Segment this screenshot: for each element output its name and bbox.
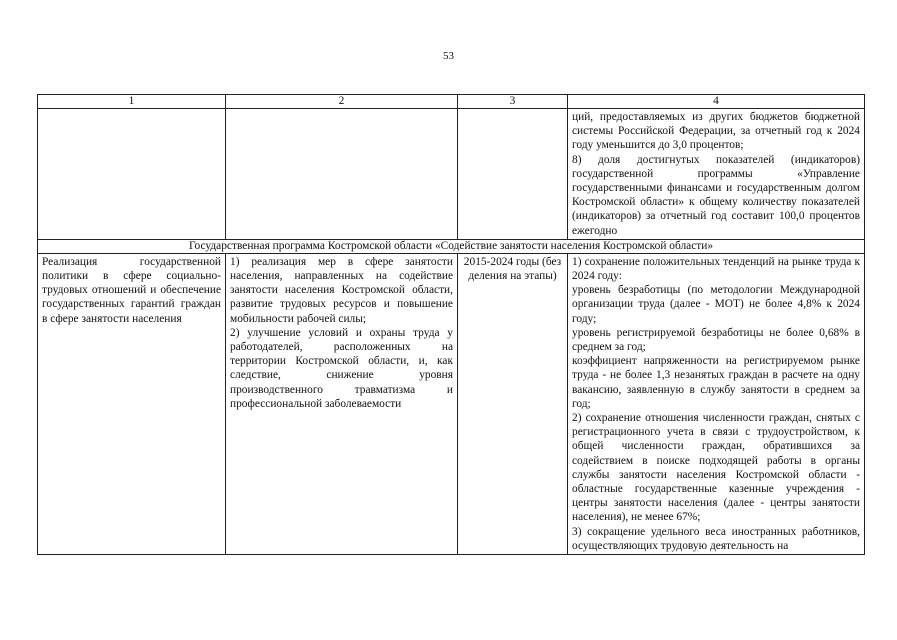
- header-col-3: 3: [458, 95, 568, 109]
- header-col-1: 1: [38, 95, 226, 109]
- task-item: 2) улучшение условий и охраны труда у работодателей, расположенных на территории Костромской области, и, как следствие, снижение уровня производственного травматизма и профессиональной заболеваемости: [230, 326, 453, 410]
- cont-col-2: [226, 109, 458, 240]
- cont-col-1: [38, 109, 226, 240]
- cont-paragraph: ций, предоставляемых из других бюджетов бюджетной системы Российской Федерации, за отчетный год к 2024 году уменьшится до 3,0 процентов;: [572, 111, 860, 152]
- result-item: 1) сохранение положительных тенденций на рынке труда к 2024 году:: [572, 255, 860, 283]
- cont-col-4: [568, 109, 865, 240]
- table-header-row: [38, 95, 865, 109]
- page-number: 53: [443, 50, 454, 62]
- cont-paragraph: 8) доля достигнутых показателей (индикаторов) государственной программы «Управление государственными финансами и государственным долгом Костромской области» к общему количеству показателей (индикаторов) за отчетный год составит 100,0 процентов ежегодно: [572, 153, 860, 237]
- program-tasks: [226, 253, 458, 554]
- program-title-row: [38, 239, 865, 253]
- result-item: 2) сохранение отношения численности граждан, снятых с регистрационного учета в связи с трудоустройством, к общей численности граждан, обратившихся за содействием в поиске подходящей работы в органы службы занятости населения Костромской области - областные государственные казенные учреждения - центры занятости населения (далее - центры занятости населения), не менее 67%;: [572, 412, 860, 524]
- program-title: Государственная программа Костромской области «Содействие занятости населения Костромской области»: [38, 239, 865, 253]
- table-row-program: [38, 253, 865, 554]
- program-table: [37, 94, 865, 555]
- program-results: [568, 253, 865, 554]
- cont-col-3: [458, 109, 568, 240]
- task-item: 1) реализация мер в сфере занятости населения, направленных на содействие занятости населения Костромской области, развитие трудовых ресурсов и повышение мобильности рабочей силы;: [230, 255, 453, 325]
- header-col-4: 4: [568, 95, 865, 109]
- table-row-continuation: [38, 109, 865, 240]
- program-period: 2015-2024 годы (без деления на этапы): [458, 253, 568, 554]
- result-item: 3) сокращение удельного веса иностранных работников, осуществляющих трудовую деятельность на: [572, 525, 860, 552]
- result-item: уровень безработицы (по методологии Международной организации труда (далее - МОТ) не более 4,8% к 2024 году;: [572, 284, 860, 325]
- result-item: уровень регистрируемой безработицы не более 0,68% в среднем за год;: [572, 326, 860, 354]
- program-goal: Реализация государственной политики в сфере социально-трудовых отношений и обеспечение государственных гарантий граждан в сфере занятости населения: [38, 253, 226, 554]
- result-item: коэффициент напряженности на регистрируемом рынке труда - не более 1,3 незанятых граждан в расчете на одну вакансию, заявленную в службу занятости в среднем за год;: [572, 355, 860, 410]
- header-col-2: 2: [226, 95, 458, 109]
